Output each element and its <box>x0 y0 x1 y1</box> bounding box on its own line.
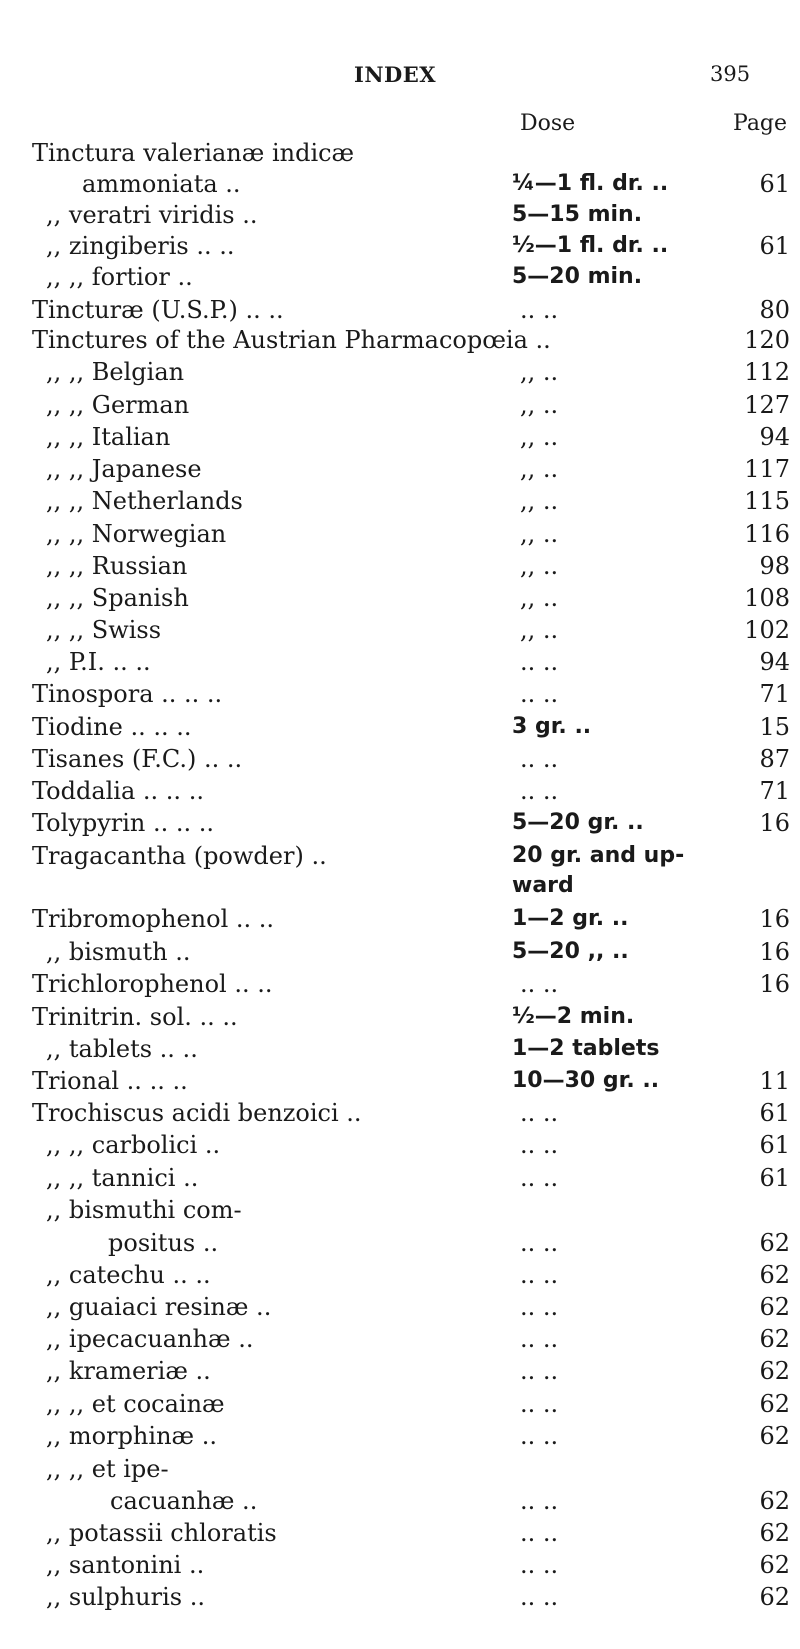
index-entry-text: ,, ,, German <box>46 391 190 419</box>
index-entry-text: Toddalia .. .. .. <box>32 777 204 805</box>
running-title: INDEX <box>354 62 437 87</box>
page-reference: 108 <box>744 584 790 612</box>
index-row <box>0 453 800 485</box>
index-entry-text: ,, P.I. .. .. <box>46 648 151 676</box>
dose-value: .. .. <box>520 680 559 708</box>
dose-value: ,, .. <box>520 358 559 386</box>
dose-value: .. .. <box>520 296 559 324</box>
index-entry-text: ,, sulphuris .. <box>46 1583 205 1611</box>
index-row <box>0 1129 800 1161</box>
index-row <box>0 1517 800 1549</box>
dose-value: 5—20 gr. .. <box>512 810 644 835</box>
page-reference: 62 <box>759 1325 790 1353</box>
index-entry-text: ,, veratri viridis .. <box>46 201 258 229</box>
index-entry-text: ,, potassii chloratis <box>46 1519 277 1547</box>
dose-value: 5—20 min. <box>512 264 643 289</box>
page-reference: 16 <box>759 938 790 966</box>
dose-value: .. .. <box>520 1229 559 1257</box>
index-entry-text: ,, morphinæ .. <box>46 1422 217 1450</box>
dose-value: .. .. <box>520 1357 559 1385</box>
dose-value: .. .. <box>520 1261 559 1289</box>
index-entry-text: ,, ,, et ipe- <box>46 1455 169 1483</box>
index-row <box>0 485 800 517</box>
dose-value: ,, .. <box>520 616 559 644</box>
index-entry-text: ,, ,, carbolici .. <box>46 1131 221 1159</box>
index-row <box>0 711 800 743</box>
index-row <box>0 324 800 356</box>
page-reference: 127 <box>744 391 790 419</box>
page-reference: 120 <box>744 326 790 354</box>
index-entry-text: ,, ,, Netherlands <box>46 487 243 515</box>
index-entry-text: ,, guaiaci resinæ .. <box>46 1293 272 1321</box>
page-reference: 61 <box>759 1099 790 1127</box>
index-entry-text: cacuanhæ .. <box>110 1487 258 1515</box>
page-reference: 61 <box>759 232 790 260</box>
index-row <box>0 1001 800 1033</box>
index-entry-text: ,, ,, Belgian <box>46 358 185 386</box>
index-entry-text: Tisanes (F.C.) .. .. <box>32 745 243 773</box>
page-reference: 15 <box>759 713 790 741</box>
index-row <box>0 1033 800 1065</box>
page-reference: 94 <box>759 423 790 451</box>
index-entry-text: ammoniata .. <box>82 170 241 198</box>
dose-value: .. .. <box>520 1487 559 1515</box>
index-row <box>0 582 800 614</box>
page-reference: 16 <box>759 809 790 837</box>
index-row <box>0 743 800 775</box>
index-row <box>0 870 800 902</box>
index-row <box>0 678 800 710</box>
index-entry-text: Tincturæ (U.S.P.) .. .. <box>32 296 284 324</box>
page-reference: 98 <box>759 552 790 580</box>
index-row <box>0 1194 800 1226</box>
index-entry-text: Tinctura valerianæ indicæ <box>32 139 355 167</box>
page-reference: 71 <box>759 680 790 708</box>
dose-value: 1—2 tablets <box>512 1036 660 1061</box>
dose-value: ward <box>512 873 574 898</box>
index-row <box>0 1227 800 1259</box>
dose-value: ,, .. <box>520 423 559 451</box>
page-reference: 87 <box>759 745 790 773</box>
dose-value: .. .. <box>520 1422 559 1450</box>
page-reference: 62 <box>759 1551 790 1579</box>
page-column-header: Page <box>733 111 788 136</box>
dose-value: .. .. <box>520 777 559 805</box>
index-entry-text: Trinitrin. sol. .. .. <box>32 1003 238 1031</box>
index-entry-text: ,, bismuth .. <box>46 938 191 966</box>
index-row <box>0 1162 800 1194</box>
index-entry-text: Trichlorophenol .. .. <box>32 970 273 998</box>
page-reference: 62 <box>759 1422 790 1450</box>
page-reference: 94 <box>759 648 790 676</box>
index-entry-text: ,, ,, Swiss <box>46 616 162 644</box>
page-reference: 62 <box>759 1519 790 1547</box>
index-row <box>0 1453 800 1485</box>
index-entry-text: ,, ,, Russian <box>46 552 188 580</box>
index-row <box>0 199 800 231</box>
index-entry-text: Trochiscus acidi benzoici .. <box>32 1099 362 1127</box>
index-entry-text: ,, ,, Norwegian <box>46 520 227 548</box>
index-entry-text: Tinospora .. .. .. <box>32 680 223 708</box>
page-reference: 117 <box>744 455 790 483</box>
page-reference: 62 <box>759 1390 790 1418</box>
index-row <box>0 646 800 678</box>
dose-value: .. .. <box>520 1325 559 1353</box>
dose-value: ,, .. <box>520 391 559 419</box>
dose-value: 5—15 min. <box>512 202 643 227</box>
dose-value: 10—30 gr. .. <box>512 1068 660 1093</box>
index-row <box>0 389 800 421</box>
dose-value: 1—2 gr. .. <box>512 906 629 931</box>
page-reference: 62 <box>759 1229 790 1257</box>
dose-value: ¼—1 fl. dr. .. <box>512 171 669 196</box>
dose-value: .. .. <box>520 1390 559 1418</box>
index-entry-text: ,, ,, Japanese <box>46 455 202 483</box>
dose-value: ½—1 fl. dr. .. <box>512 233 669 258</box>
page-reference: 61 <box>759 1164 790 1192</box>
index-entry-text: ,, ,, fortior .. <box>46 263 193 291</box>
dose-value: .. .. <box>520 648 559 676</box>
index-entry-text: Tribromophenol .. .. <box>32 905 275 933</box>
index-entry-text: ,, catechu .. .. <box>46 1261 211 1289</box>
index-row <box>0 1065 800 1097</box>
index-entry-text: ,, ,, Italian <box>46 423 171 451</box>
index-row <box>0 1097 800 1129</box>
index-row <box>0 903 800 935</box>
index-entry-text: ,, zingiberis .. .. <box>46 232 235 260</box>
dose-value: .. .. <box>520 1131 559 1159</box>
index-row <box>0 1420 800 1452</box>
index-entry-text: positus .. <box>108 1229 219 1257</box>
dose-value: 20 gr. and up- <box>512 843 685 868</box>
index-row <box>0 1581 800 1613</box>
index-row <box>0 1323 800 1355</box>
dose-value: .. .. <box>520 1164 559 1192</box>
index-row <box>0 807 800 839</box>
page-reference: 116 <box>744 520 790 548</box>
dose-value: ,, .. <box>520 520 559 548</box>
index-row <box>0 936 800 968</box>
index-row <box>0 168 800 200</box>
dose-value: .. .. <box>520 1583 559 1611</box>
index-entry-text: ,, bismuthi com- <box>46 1196 242 1224</box>
page-reference: 62 <box>759 1293 790 1321</box>
index-entry-text: ,, tablets .. .. <box>46 1035 198 1063</box>
index-row <box>0 968 800 1000</box>
index-entry-text: ,, santonini .. <box>46 1551 205 1579</box>
page-reference: 115 <box>744 487 790 515</box>
page-reference: 62 <box>759 1583 790 1611</box>
page-reference: 61 <box>759 170 790 198</box>
index-entry-text: ,, ,, Spanish <box>46 584 189 612</box>
index-row <box>0 261 800 293</box>
index-entry-text: ,, krameriæ .. <box>46 1357 211 1385</box>
page-reference: 61 <box>759 1131 790 1159</box>
page-reference: 11 <box>759 1067 790 1095</box>
index-row <box>0 230 800 262</box>
page-reference: 112 <box>744 358 790 386</box>
index-row <box>0 294 800 326</box>
index-entry-text: Tolypyrin .. .. .. <box>32 809 215 837</box>
page-reference: 62 <box>759 1261 790 1289</box>
index-row <box>0 1355 800 1387</box>
dose-value: ,, .. <box>520 584 559 612</box>
dose-value: ,, .. <box>520 455 559 483</box>
index-row <box>0 518 800 550</box>
page-reference: 62 <box>759 1487 790 1515</box>
dose-column-header: Dose <box>520 111 576 136</box>
page-reference: 62 <box>759 1357 790 1385</box>
index-entry-text: Trional .. .. .. <box>32 1067 188 1095</box>
index-row <box>0 614 800 646</box>
index-row <box>0 1485 800 1517</box>
dose-value: ½—2 min. <box>512 1004 635 1029</box>
page-reference: 16 <box>759 970 790 998</box>
index-row <box>0 356 800 388</box>
index-entry-text: Tinctures of the Austrian Pharmacopœia .. <box>32 326 551 354</box>
index-row <box>0 1549 800 1581</box>
index-row <box>0 840 800 872</box>
dose-value: ,, .. <box>520 552 559 580</box>
index-row <box>0 137 800 169</box>
dose-value: .. .. <box>520 745 559 773</box>
index-entry-text: ,, ,, tannici .. <box>46 1164 199 1192</box>
page-reference: 80 <box>759 296 790 324</box>
dose-value: .. .. <box>520 1519 559 1547</box>
index-row <box>0 1388 800 1420</box>
index-entry-text: Tragacantha (powder) .. <box>32 842 327 870</box>
dose-value: .. .. <box>520 1099 559 1127</box>
dose-value: 3 gr. .. <box>512 714 592 739</box>
dose-value: ,, .. <box>520 487 559 515</box>
index-row <box>0 421 800 453</box>
page-reference: 16 <box>759 905 790 933</box>
dose-value: .. .. <box>520 1551 559 1579</box>
index-row <box>0 550 800 582</box>
dose-value: .. .. <box>520 1293 559 1321</box>
index-row <box>0 1291 800 1323</box>
page-number: 395 <box>710 62 751 86</box>
dose-value: .. .. <box>520 970 559 998</box>
index-entry-text: Tiodine .. .. .. <box>32 713 192 741</box>
index-entry-text: ,, ,, et cocainæ <box>46 1390 225 1418</box>
index-entry-text: ,, ipecacuanhæ .. <box>46 1325 254 1353</box>
page-reference: 102 <box>744 616 790 644</box>
index-row <box>0 775 800 807</box>
page-reference: 71 <box>759 777 790 805</box>
dose-value: 5—20 ,, .. <box>512 939 629 964</box>
index-row <box>0 1259 800 1291</box>
